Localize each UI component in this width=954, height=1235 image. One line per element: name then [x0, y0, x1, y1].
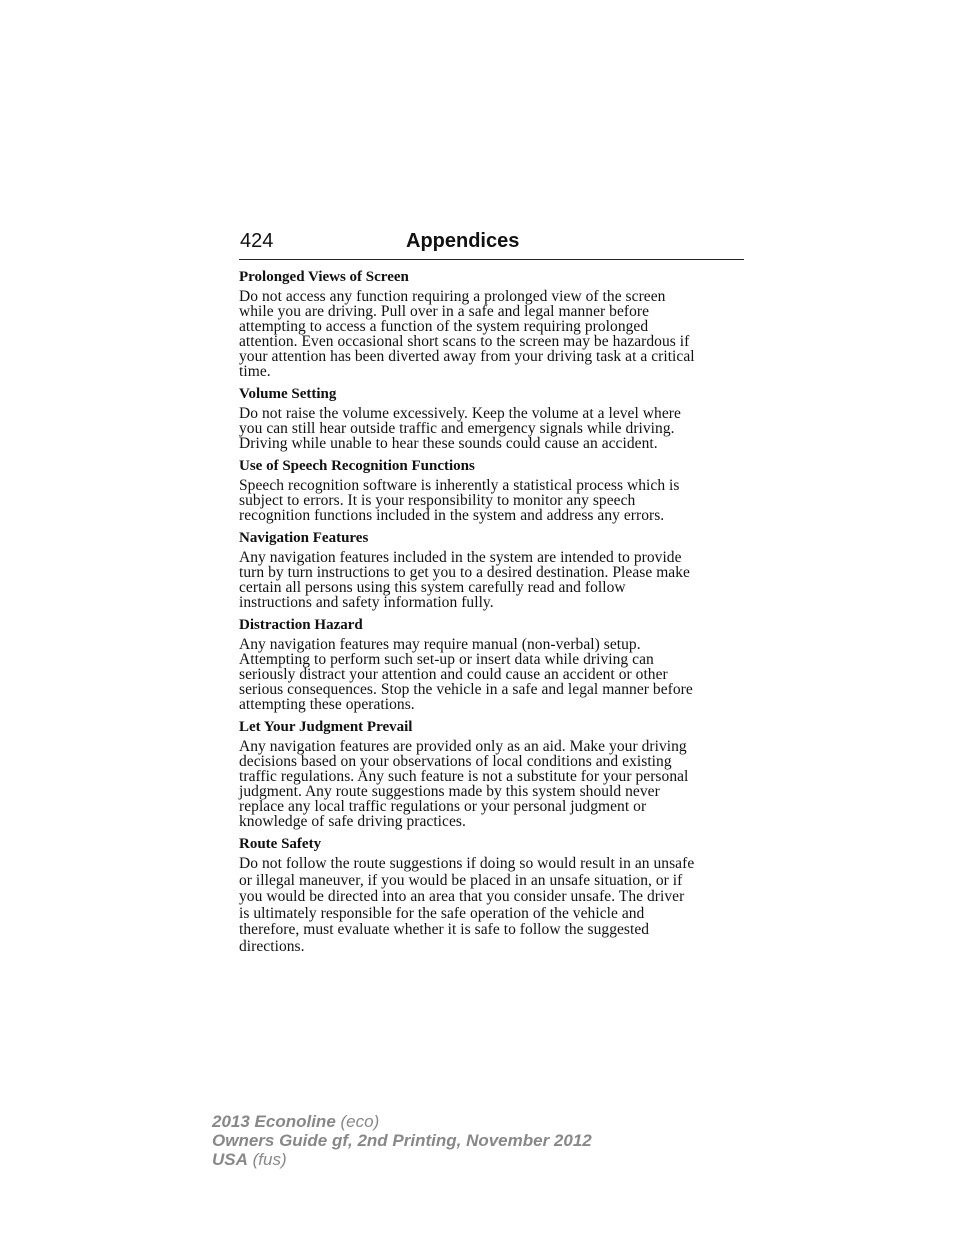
section-navigation-features: [239, 529, 747, 610]
section-heading: Navigation Features: [239, 530, 369, 546]
section-volume-setting: [239, 385, 747, 451]
section-speech-recognition: [239, 457, 747, 523]
footer-line-model: [212, 1112, 592, 1131]
section-heading: Prolonged Views of Screen: [239, 269, 409, 285]
section-body: Do not follow the route suggestions if doing so would result in an unsafe or illegal maneuver, if you would be placed in an unsafe situation, or if you would be directed into an area that you consider unsafe. The driver is ultimately responsible for the safe operation of the vehicle and therefore, must evaluate whether it is safe to follow the suggested directions.: [239, 855, 695, 955]
footer-model-name: 2013 Econoline: [212, 1112, 336, 1131]
section-prolonged-views: [239, 268, 747, 379]
footer-line-market: [212, 1150, 592, 1169]
section-heading: Use of Speech Recognition Functions: [239, 458, 475, 474]
section-body: Any navigation features included in the system are intended to provide turn by turn instructions to get you to a desired destination. Please make certain all persons using this system carefully read and follow instructions and safety information fully.: [239, 549, 690, 611]
page-number: 424: [240, 230, 274, 252]
footer-line-printing: [212, 1131, 592, 1150]
footer-market-code: (fus): [252, 1150, 287, 1169]
section-judgment-prevail: [239, 718, 747, 829]
section-heading: Route Safety: [239, 836, 322, 852]
section-title: Appendices: [406, 230, 520, 252]
section-body: Speech recognition software is inherently a statistical process which is subject to errors. It is your responsibility to monitor any speech recognition functions included in the system and address any errors.: [239, 477, 680, 524]
section-body: Any navigation features may require manual (non-verbal) setup. Attempting to perform such set-up or insert data while driving can seriously distract your attention and could cause an accident or other serious consequences. Stop the vehicle in a safe and legal manner before attempting these operations.: [239, 636, 693, 713]
section-heading: Volume Setting: [239, 386, 337, 402]
footer-model-code: (eco): [340, 1112, 380, 1131]
footer-market: USA: [212, 1150, 248, 1169]
page-content: [239, 268, 747, 962]
section-heading: Let Your Judgment Prevail: [239, 719, 413, 735]
section-body: Any navigation features are provided only as an aid. Make your driving decisions based on your observations of local conditions and existing traffic regulations. Any such feature is not a substitute for your personal judgment. Any route suggestions made by this system should never replace any local traffic regulations or your personal judgment or knowledge of safe driving practices.: [239, 738, 689, 830]
footer-printing: Owners Guide gf, 2nd Printing, November 2012: [212, 1131, 592, 1150]
page-header: [239, 226, 744, 260]
page-footer: [212, 1112, 592, 1169]
section-route-safety: [239, 835, 747, 956]
section-distraction-hazard: [239, 616, 747, 712]
section-body: Do not raise the volume excessively. Keep the volume at a level where you can still hear outside traffic and emergency signals while driving. Driving while unable to hear these sounds could cause an accident.: [239, 405, 681, 452]
section-heading: Distraction Hazard: [239, 617, 363, 633]
section-body: Do not access any function requiring a prolonged view of the screen while you are driving. Pull over in a safe and legal manner before attempting to access a function of the system requiring prolonged attention. Even occasional short scans to the screen may be hazardous if your attention has been diverted away from your driving task at a critical time.: [239, 288, 695, 380]
